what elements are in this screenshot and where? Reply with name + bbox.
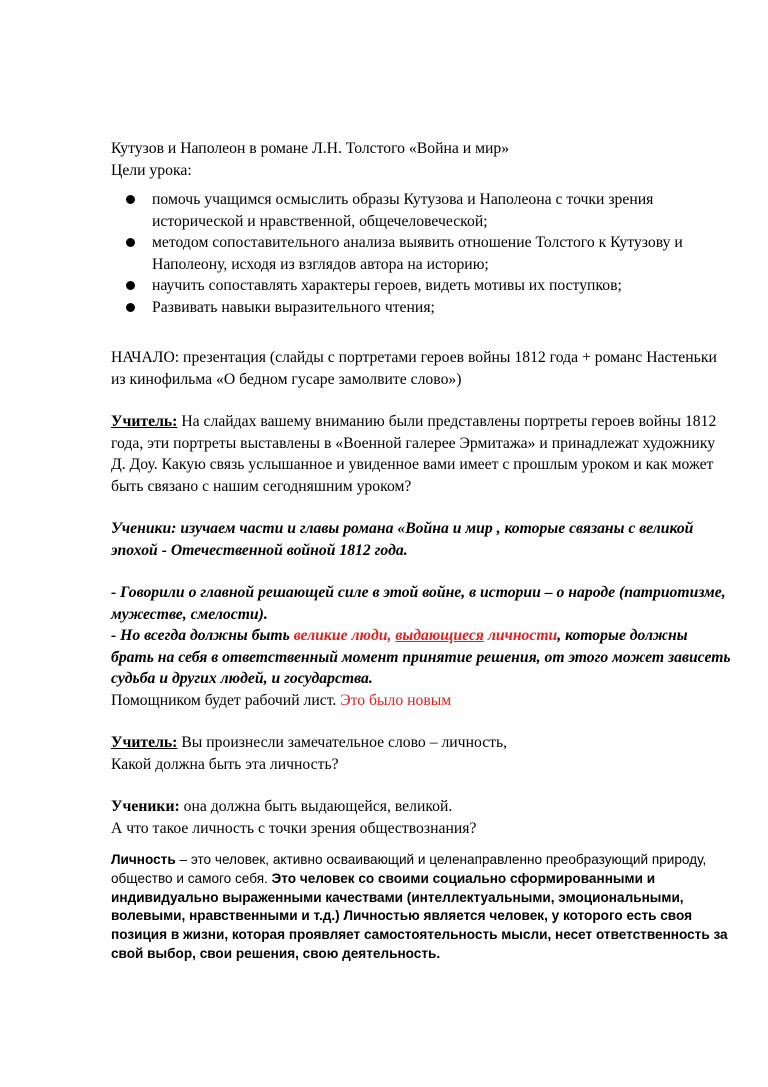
start-paragraph: НАЧАЛО: презентация (слайды с портретами героев войны 1812 года + романс Настеньки из кинофильма «О бедном гусаре замолвите слово»)	[111, 349, 717, 388]
teacher-label: Учитель:	[111, 734, 178, 751]
students-paragraph-1: Ученики: изучаем части и главы романа «Война и мир , которые связаны с великой эпохой - Отечественной войной 1812 года.	[111, 520, 694, 559]
bullet-icon	[126, 238, 135, 247]
highlight-red: великие люди,	[293, 627, 396, 644]
text-span: – это человек, активно осваивающий и целенаправленно преобразующий природу, общество и самого себя.	[111, 852, 707, 886]
definition-paragraph	[111, 851, 731, 964]
teacher-label: Учитель:	[111, 413, 178, 430]
bullet-icon	[126, 195, 135, 204]
teacher-paragraph-2	[111, 732, 731, 754]
teacher-text: Вы произнесли замечательное слово – личность,	[177, 734, 508, 751]
goal-text: помочь учащимся осмыслить образы Кутузова и Наполеона с точки зрения исторической и нравственной, общечеловеческой;	[152, 191, 654, 230]
bullet-icon	[126, 303, 135, 312]
students-paragraph-3	[111, 796, 731, 818]
students-question: А что такое личность с точки зрения обществознания?	[111, 819, 477, 837]
highlight-red-underlined: выдающиеся	[395, 627, 484, 644]
teacher-text: На слайдах вашему вниманию были представлены портреты героев войны 1812 года, эти портреты выставлены в «Военной галерее Эрмитажа» и принадлежат художнику Д. Доу. Какую связь услышанное и увиденное вами имеет с прошлым уроком и как может быть связано с нашим сегодняшним уроком?	[111, 413, 717, 495]
highlight-red: Это было новым	[340, 691, 452, 709]
list-item	[111, 275, 731, 297]
list-item	[111, 189, 731, 232]
definition-term: Личность	[111, 852, 176, 867]
document-body	[111, 138, 731, 964]
students-label: Ученики:	[111, 798, 180, 815]
goals-list	[111, 189, 731, 318]
teacher-paragraph-1	[111, 411, 731, 497]
students-line-people: - Говорили о главной решающей силе в этой войне, в истории – о народе (патриотизме, мужестве, смелости).	[111, 584, 726, 623]
list-item	[111, 232, 731, 275]
students-line-personalities	[111, 625, 731, 690]
bullet-icon	[126, 281, 135, 290]
page-title: Кутузов и Наполеон в романе Л.Н. Толстого «Война и мир»	[111, 140, 510, 157]
goal-text: научить сопоставлять характеры героев, видеть мотивы их поступков;	[152, 277, 622, 294]
teacher-question: Какой должна быть эта личность?	[111, 755, 339, 773]
text-span: , которые должны брать на себя в ответственный момент принятие решения, от этого может зависеть судьба и других людей, и государства.	[111, 627, 731, 687]
goal-text: Развивать навыки выразительного чтения;	[152, 298, 435, 316]
goals-heading: Цели урока:	[111, 161, 192, 179]
helper-line	[111, 690, 731, 712]
list-item	[111, 297, 731, 319]
goal-text: методом сопоставительного анализа выявить отношение Толстого к Кутузову и Наполеону, исходя из взглядов автора на историю;	[152, 234, 683, 273]
definition-bold-text: Это человек со своими социально сформированными и индивидуально выраженными качествами (интеллектуальными, эмоциональными, волевыми, нравственными и т.д.) Личностью является человек, у которого есть своя позиция в жизни, которая проявляет самостоятельность мысли, несет ответственность за свой выбор, свои решения, свою деятельность.	[111, 870, 728, 961]
text-span: Помощником будет рабочий лист.	[111, 691, 341, 709]
highlight-red: личности	[483, 627, 558, 644]
text-span: - Но всегда должны быть	[111, 627, 294, 644]
students-text: она должна быть выдающейся, великой.	[179, 798, 453, 815]
